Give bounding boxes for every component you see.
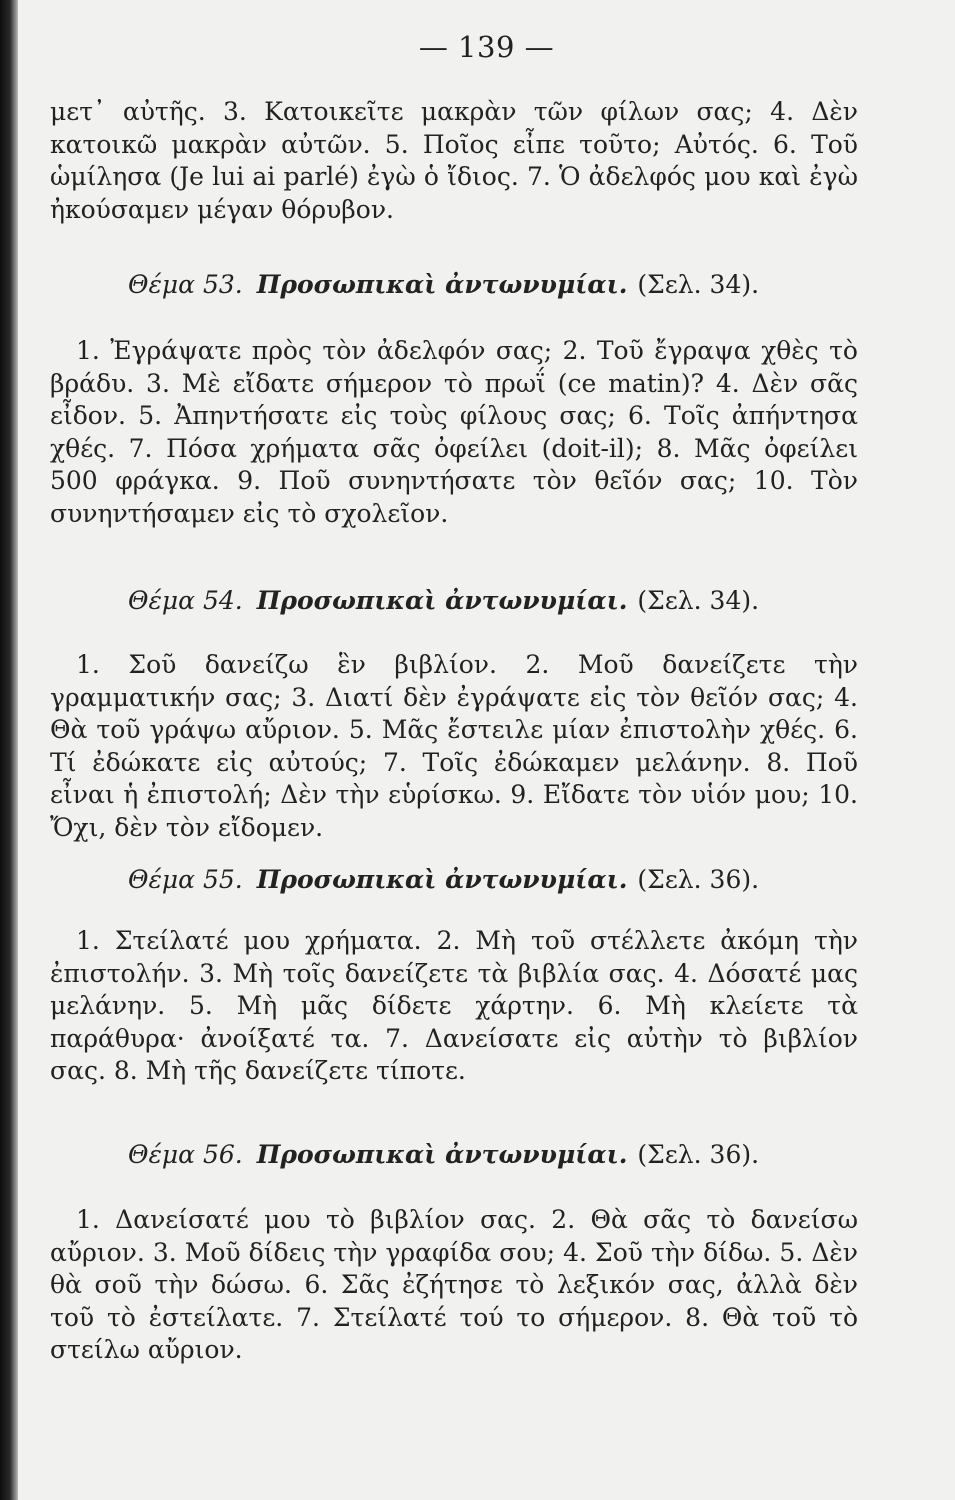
section-56-number: Θέμα 56. [128,1140,243,1169]
page-number: — 139 — [418,30,555,64]
section-53-number: Θέμα 53. [128,270,243,299]
section-55-ref: (Σελ. 36). [637,865,760,894]
section-54-body: 1. Σοῦ δανείζω ἓν βιβλίον. 2. Μοῦ δανείζετε τὴν γραμματικήν σας; 3. Διατί δὲν ἐγράψατε εἰς τὸν θεῖόν σας; 4. Θὰ τοῦ γράψω αὔριον. 5. Μᾶς ἔστειλε μίαν ἐπιστολὴν χθές. 6. Τί ἐδώκατε εἰς αὐτούς; 7. Τοῖς ἐδώκαμεν μελάνην. 8. Ποῦ εἶναι ἡ ἐπιστολή; Δὲν τὴν εὑρίσκω. 9. Εἴδατε τὸν υἱόν μου; 10. Ὄχι, δὲν τὸν εἴδομεν. [50,650,858,842]
section-56-body: 1. Δανείσατέ μου τὸ βιβλίον σας. 2. Θὰ σᾶς τὸ δανείσω αὔριον. 3. Μοῦ δίδεις τὴν γραφίδα σου; 4. Σοῦ τὴν δίδω. 5. Δὲν θὰ σοῦ τὴν δώσω. 6. Σᾶς ἐζήτησε τὸ λεξικόν σας, ἀλλὰ δὲν τοῦ τὸ ἐστείλατε. 7. Στείλατέ τού το σήμερον. 8. Θὰ τοῦ τὸ στείλω αὔριον. [50,1205,858,1364]
book-page [18,0,955,1500]
section-53-heading [128,268,759,302]
section-54-ref: (Σελ. 34). [637,586,760,615]
section-55-number: Θέμα 55. [128,865,243,894]
section-56-ref: (Σελ. 36). [637,1140,760,1169]
section-53-title: Προσωπικαὶ ἀντωνυμίαι. [256,270,628,299]
section-53-body: 1. Ἐγράψατε πρὸς τὸν ἀδελφόν σας; 2. Τοῦ ἔγραψα χθὲς τὸ βράδυ. 3. Μὲ εἴδατε σήμερον τὸ πρωΐ (ce matin)? 4. Δὲν σᾶς εἶδον. 5. Ἀπηντήσατε εἰς τοὺς φίλους σας; 6. Τοῖς ἀπήντησα χθές. 7. Πόσα χρήματα σᾶς ὀφείλει (doit-il); 8. Μᾶς ὀφείλει 500 φράγκα. 9. Ποῦ συνηντήσατε τὸν θεῖόν σας; 10. Τὸν συνηντήσαμεν εἰς τὸ σχολεῖον. [50,336,858,528]
section-54-title: Προσωπικαὶ ἀντωνυμίαι. [256,586,628,615]
section-53-ref: (Σελ. 34). [637,270,760,299]
section-54-number: Θέμα 54. [128,586,243,615]
section-54-heading [128,584,759,618]
intro-paragraph: μετ᾽ αὐτῆς. 3. Κατοικεῖτε μακρὰν τῶν φίλων σας; 4. Δὲν κατοικῶ μακρὰν αὐτῶν. 5. Ποῖος εἶπε τοῦτο; Αὐτός. 6. Τοῦ ὡμίλησα (Je lui ai parlé) ἐγὼ ὁ ἴδιος. 7. Ὁ ἀδελφός μου καὶ ἐγὼ ἠκούσαμεν μέγαν θόρυβον. [50,97,858,224]
section-56-heading [128,1138,759,1172]
page-binding-edge [0,0,18,1500]
section-55-title: Προσωπικαὶ ἀντωνυμίαι. [256,865,628,894]
section-55-body: 1. Στείλατέ μου χρήματα. 2. Μὴ τοῦ στέλλετε ἀκόμη τὴν ἐπιστολήν. 3. Μὴ τοῖς δανείζετε τὰ βιβλία σας. 4. Δόσατέ μας μελάνην. 5. Μὴ μᾶς δίδετε χάρτην. 6. Μὴ κλείετε τὰ παράθυρα· ἀνοίξατέ τα. 7. Δανείσατε εἰς αὐτὴν τὸ βιβλίον σας. 8. Μὴ τῆς δανείζετε τίποτε. [50,926,858,1085]
section-56-title: Προσωπικαὶ ἀντωνυμίαι. [256,1140,628,1169]
section-55-heading [128,863,759,897]
